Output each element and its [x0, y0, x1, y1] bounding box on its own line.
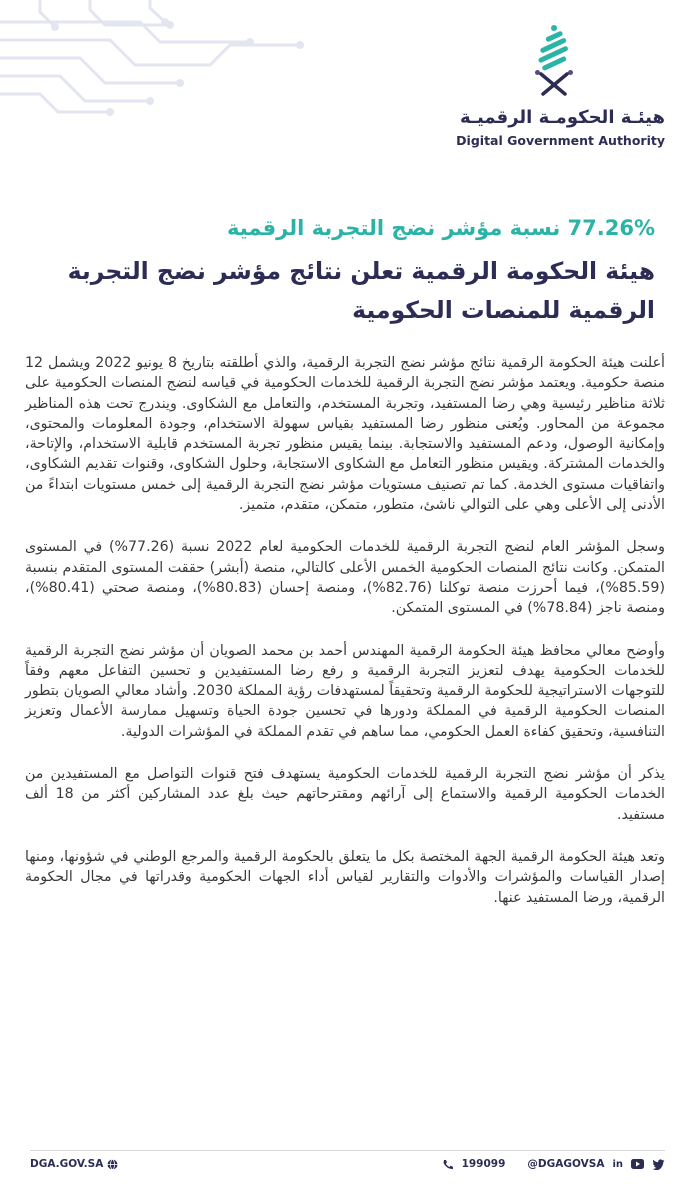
footer-divider [30, 1150, 665, 1151]
article-headline: هيئة الحكومة الرقمية تعلن نتائج مؤشر نضج التجربة الرقمية للمنصات الحكومية [67, 257, 655, 324]
paragraph: أعلنت هيئة الحكومة الرقمية نتائج مؤشر نضج التجربة الرقمية، والذي أطلقته بتاريخ 8 يونيو 2022 ويشمل 12 منصة حكومية. ويعتمد مؤشر نضج التجربة الرقمية للخدمات الحكومية في قياسه لنضج المنصات الحكومية على ثلاثة مناظير رئيسية وهي رضا المستفيد، وتجربة المستخدم، والتعامل مع الشكاوى. ويندرج تحت هذه المناظير مجموعة من المحاور. ويُعنى منظور رضا المستفيد بقياس سهولة الاستخدام، وجودة المعلومات والمحتوى، وإمكانية الوصول، ودعم المستفيد والاستجابة. بينما يقيس منظور تجربة المستخدم قابلية الاستخدام، والإتاحة، والخدمات المشتركة. ويقيس منظور التعامل مع الشكاوى الاستجابة، وحلول الشكاوى، وقنوات تقديم الشكاوى، واتفاقيات مستوى الخدمة. كما تم تصنيف مستويات مؤشر نضج التجربة الرقمية إلى خمس مستويات ابتداءً من الأدنى إلى الأعلى وهي على التوالي ناشئ، متطور، متمكن، متقدم، متميز. [25, 355, 665, 514]
logo-english-text: Digital Government Authority [456, 133, 665, 148]
phone-number: 199099 [461, 1158, 506, 1170]
paragraph: وتعد هيئة الحكومة الرقمية الجهة المختصة بكل ما يتعلق بالحكومة الرقمية والمرجع الوطني في شؤونها، ومنها إصدار القياسات والمؤشرات والأدوات والتقارير لقياس أداء الجهات الحكومية وقدراتها في مجال الحكومة الرقمية، ورضا المستفيد عنها. [25, 848, 665, 906]
globe-icon [107, 1159, 118, 1170]
paragraph: وأوضح معالي محافظ هيئة الحكومة الرقمية المهندس أحمد بن محمد الصويان أن مؤشر نضج التجربة الرقمية للخدمات الحكومية يهدف لتعزيز التجربة الرقمية و رفع رضا المستفيدين و تحسين التفاعل معهم وفقاً للتوجهات الاستراتيجية للحكومة الرقمية وتحقيقاً لمستهدفات رؤية المملكة 2030. وأشاد معالي الصويان بتطور المنصات الحكومية الرقمية في المملكة ودورها في تحسين جودة الحياة وتسهيل ممارسة الأعمال وتعزيز التنافسية، وتحقيق كفاءة العمل الحكومي، مما ساهم في تقدم المملكة في المؤشرات الدولية. [25, 642, 665, 740]
article-body [25, 353, 665, 930]
social-handle[interactable]: @DGAGOVSA [527, 1158, 605, 1170]
footer-website[interactable] [30, 1158, 118, 1170]
paragraph: وسجل المؤشر العام لنضج التجربة الرقمية للخدمات الحكومية لعام 2022 نسبة (77.26%) في المستوى المتمكن. وكانت نتائج المنصات الحكومية الخمس الأعلى كالتالي، منصة (أبشر) حققت المستوى المتقدم بنسبة (85.59%)، فيما أحرزت منصة توكلنا (82.76%)، ومنصة إحسان (80.83%)، ومنصة صحتي (80.41%)، ومنصة ناجز (78.84%) في المستوى المتمكن. [25, 539, 666, 617]
logo-arabic-text: هيئـة الحكومـة الرقميـة [459, 107, 665, 128]
youtube-icon[interactable] [631, 1159, 644, 1169]
circuit-decoration [0, 0, 330, 125]
paragraph: يذكر أن مؤشر نضج التجربة الرقمية للخدمات الحكومية يستهدف فتح قنوات التواصل مع المستفيدين من الخدمات الحكومية الرقمية والاستماع إلى آرائهم ومقترحاتهم حيث بلغ عدد المشاركين أكثر من 18 ألف مستفيد. [25, 766, 665, 823]
linkedin-icon[interactable]: in [612, 1158, 623, 1170]
dga-logo-mark-icon [531, 22, 577, 98]
website-url[interactable]: DGA.GOV.SA [30, 1158, 104, 1170]
phone-icon [442, 1159, 454, 1170]
index-percentage-title: 77.26% نسبة مؤشر نضج التجربة الرقمية [227, 216, 655, 240]
footer [30, 1158, 665, 1176]
footer-contacts [442, 1158, 665, 1170]
twitter-icon[interactable] [652, 1159, 665, 1170]
